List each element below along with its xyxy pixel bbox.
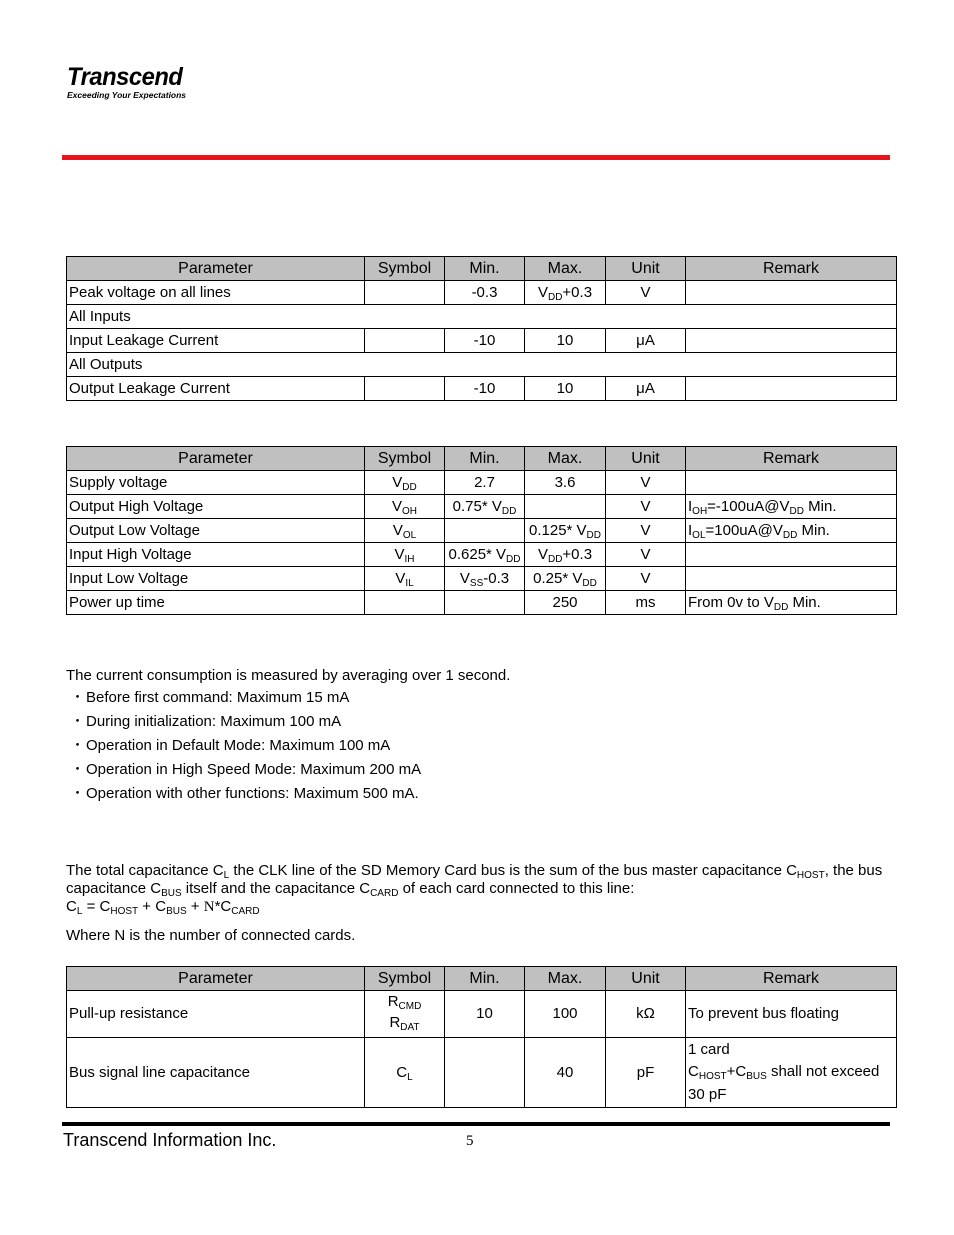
cell-unit: V	[606, 495, 686, 519]
table-row	[67, 495, 897, 519]
cell-remark	[686, 543, 897, 567]
cell-parameter: Output Leakage Current	[67, 377, 365, 401]
cell-max: 3.6	[525, 471, 606, 495]
cell-min: -10	[445, 377, 525, 401]
capacitance-formula: $C_L = C_{HOST} + C_{BUS} + N*C_{CARD}$	[66, 898, 260, 917]
cell-unit: V	[606, 471, 686, 495]
cell-unit: kΩ	[606, 991, 686, 1038]
list-item: ・Operation with other functions: Maximum 500 mA.	[66, 782, 421, 806]
bullet-glyph: ・	[70, 713, 86, 730]
cell-remark	[686, 281, 897, 305]
header-max: Max.	[525, 967, 606, 991]
cell-min: 0.75* $V_{DD}$	[445, 495, 525, 519]
cell-symbol	[365, 329, 445, 353]
header-rule	[62, 155, 890, 160]
cell-remark	[686, 329, 897, 353]
table-row	[67, 329, 897, 353]
table-row	[67, 471, 897, 495]
cell-max: $V_{DD}+0.3$	[525, 543, 606, 567]
cell-parameter: Input High Voltage	[67, 543, 365, 567]
cell-min: -0.3	[445, 281, 525, 305]
capacitance-where: Where N is the number of connected cards.	[66, 927, 356, 944]
header-parameter: Parameter	[67, 257, 365, 281]
cell-unit: V	[606, 281, 686, 305]
table-row	[67, 377, 897, 401]
cell-remark	[686, 567, 897, 591]
bullet-glyph: ・	[70, 785, 86, 802]
cell-symbol	[365, 591, 445, 615]
header-remark: Remark	[686, 257, 897, 281]
cell-remark: $I_{OH}=-100uA@V_{DD}$ Min.	[686, 495, 897, 519]
list-item: ・Operation in Default Mode: Maximum 100 mA	[66, 734, 421, 758]
table-row	[67, 543, 897, 567]
cell-min	[445, 519, 525, 543]
logo-tagline: Exceeding Your Expectations	[67, 90, 187, 100]
cell-parameter: Pull-up resistance	[67, 991, 365, 1038]
cell-symbol: $V_{IH}$	[365, 543, 445, 567]
cell-remark	[686, 377, 897, 401]
cell-min: 2.7	[445, 471, 525, 495]
cell-section: All Inputs	[67, 305, 897, 329]
cell-min: 10	[445, 991, 525, 1038]
cell-unit: μA	[606, 377, 686, 401]
cell-max: 10	[525, 329, 606, 353]
cell-remark: To prevent bus floating	[686, 991, 897, 1038]
cell-max: 100	[525, 991, 606, 1038]
header-unit: Unit	[606, 257, 686, 281]
cell-symbol: $V_{OH}$	[365, 495, 445, 519]
list-item: ・Operation in High Speed Mode: Maximum 200 mA	[66, 758, 421, 782]
header-parameter: Parameter	[67, 967, 365, 991]
cell-parameter: Output Low Voltage	[67, 519, 365, 543]
table-header-row	[67, 257, 897, 281]
header-min: Min.	[445, 967, 525, 991]
footer-rule	[62, 1122, 890, 1126]
table-header-row	[67, 447, 897, 471]
header-remark: Remark	[686, 447, 897, 471]
company-logo	[67, 64, 188, 100]
cell-parameter: Supply voltage	[67, 471, 365, 495]
table-row	[67, 567, 897, 591]
cell-symbol: $C_L$	[365, 1038, 445, 1108]
bus-capacitance-table	[66, 966, 897, 1108]
header-unit: Unit	[606, 967, 686, 991]
cell-section: All Outputs	[67, 353, 897, 377]
cell-remark: 1 card $C_{HOST}+C_{BUS}$ shall not exceed 30 pF	[686, 1038, 897, 1108]
table-row	[67, 1038, 897, 1108]
cell-parameter: Power up time	[67, 591, 365, 615]
list-item: ・Before first command: Maximum 15 mA	[66, 686, 421, 710]
cell-unit: ms	[606, 591, 686, 615]
cell-unit: V	[606, 519, 686, 543]
header-remark: Remark	[686, 967, 897, 991]
header-unit: Unit	[606, 447, 686, 471]
header-min: Min.	[445, 447, 525, 471]
cell-remark: $I_{OL}=100uA@V_{DD}$ Min.	[686, 519, 897, 543]
cell-max	[525, 495, 606, 519]
capacitance-line-2: capacitance $C_{BUS}$ itself and the capacitance $C_{CARD}$ of each card connected to this line:	[66, 880, 635, 899]
bullet-glyph: ・	[70, 689, 86, 706]
cell-min	[445, 1038, 525, 1108]
cell-remark: From 0v to $V_{DD}$ Min.	[686, 591, 897, 615]
current-intro: The current consumption is measured by averaging over 1 second.	[66, 667, 511, 684]
table-row	[67, 353, 897, 377]
header-symbol: Symbol	[365, 257, 445, 281]
table-row	[67, 281, 897, 305]
table-row	[67, 305, 897, 329]
cell-parameter: Input Low Voltage	[67, 567, 365, 591]
current-list	[66, 686, 421, 806]
cell-parameter: Output High Voltage	[67, 495, 365, 519]
cell-unit: V	[606, 543, 686, 567]
header-max: Max.	[525, 447, 606, 471]
cell-max: 0.125* $V_{DD}$	[525, 519, 606, 543]
cell-max: 40	[525, 1038, 606, 1108]
cell-max: 250	[525, 591, 606, 615]
page-number: 5	[466, 1133, 474, 1149]
cell-symbol: $R_{CMD}$ $R_{DAT}$	[365, 991, 445, 1038]
cell-min: 0.625* $V_{DD}$	[445, 543, 525, 567]
cell-max: 0.25* $V_{DD}$	[525, 567, 606, 591]
footer-company: Transcend Information Inc.	[63, 1130, 277, 1150]
list-item: ・During initialization: Maximum 100 mA	[66, 710, 421, 734]
cell-symbol	[365, 377, 445, 401]
cell-min: -10	[445, 329, 525, 353]
cell-min: $V_{SS}-0.3$	[445, 567, 525, 591]
cell-max: 10	[525, 377, 606, 401]
table-row	[67, 991, 897, 1038]
cell-max: $V_{DD}+0.3$	[525, 281, 606, 305]
cell-symbol: $V_{OL}$	[365, 519, 445, 543]
cell-min	[445, 591, 525, 615]
cell-unit: μA	[606, 329, 686, 353]
cell-symbol: $V_{DD}$	[365, 471, 445, 495]
bus-signal-table	[66, 446, 897, 615]
capacitance-line-1: The total capacitance $C_L$ the CLK line of the SD Memory Card bus is the sum of the bus master capacitance $C_{HOST}$, the bus	[66, 862, 883, 881]
bullet-glyph: ・	[70, 737, 86, 754]
bullet-glyph: ・	[70, 761, 86, 778]
header-parameter: Parameter	[67, 447, 365, 471]
general-table	[66, 256, 897, 401]
cell-unit: pF	[606, 1038, 686, 1108]
table-row	[67, 591, 897, 615]
header-symbol: Symbol	[365, 447, 445, 471]
header-max: Max.	[525, 257, 606, 281]
header-symbol: Symbol	[365, 967, 445, 991]
table-header-row	[67, 967, 897, 991]
table-row	[67, 519, 897, 543]
cell-parameter: Bus signal line capacitance	[67, 1038, 365, 1108]
cell-symbol	[365, 281, 445, 305]
cell-parameter: Peak voltage on all lines	[67, 281, 365, 305]
capacitance-paragraph	[66, 862, 906, 916]
cell-unit: V	[606, 567, 686, 591]
header-min: Min.	[445, 257, 525, 281]
logo-brand: Transcend	[67, 63, 183, 91]
cell-parameter: Input Leakage Current	[67, 329, 365, 353]
cell-symbol: $V_{IL}$	[365, 567, 445, 591]
cell-remark	[686, 471, 897, 495]
